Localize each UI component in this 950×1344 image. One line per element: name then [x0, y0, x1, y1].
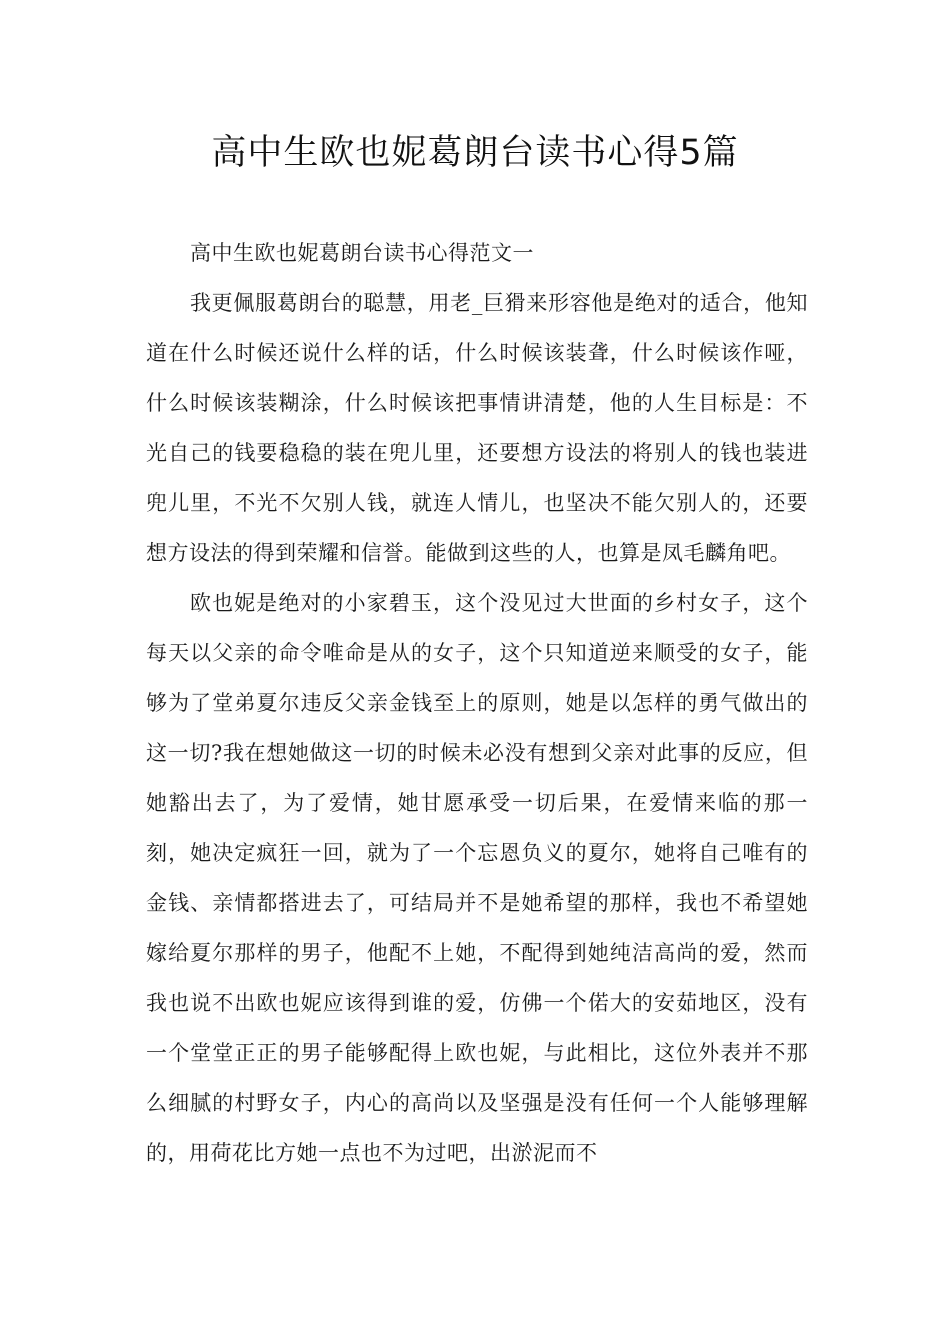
section-heading: 高中生欧也妮葛朗台读书心得范文一 — [190, 241, 534, 265]
document-body — [146, 228, 808, 1178]
paragraph: 我更佩服葛朗台的聪慧，用老_巨猾来形容他是绝对的适合，他知道在什么时候还说什么样的话，什么时候该装聋，什么时候该作哑，什么时候该装糊涂，什么时候该把事情讲清楚，他的人生目标是：不光自己的钱要稳稳的装在兜儿里，还要想方设法的将别人的钱也装进兜儿里，不光不欠别人钱，就连人情儿，也坚决不能欠别人的，还要想方设法的得到荣耀和信誉。能做到这些的人，也算是凤毛麟角吧。 — [146, 291, 808, 565]
document-title: 高中生欧也妮葛朗台读书心得5篇 — [211, 133, 739, 173]
paragraph: 欧也妮是绝对的小家碧玉，这个没见过大世面的乡村女子，这个每天以父亲的命令唯命是从的女子，这个只知道逆来顺受的女子，能够为了堂弟夏尔违反父亲金钱至上的原则，她是以怎样的勇气做出的这一切?我在想她做这一切的时候未必没有想到父亲对此事的反应，但她豁出去了，为了爱情，她甘愿承受一切后果，在爱情来临的那一刻，她决定疯狂一回，就为了一个忘恩负义的夏尔，她将自己唯有的金钱、亲情都搭进去了，可结局并不是她希望的那样，我也不希望她嫁给夏尔那样的男子，他配不上她，不配得到她纯洁高尚的爱，然而我也说不出欧也妮应该得到谁的爱，仿佛一个偌大的安茹地区，没有一个堂堂正正的男子能够配得上欧也妮，与此相比，这位外表并不那么细腻的村野女子，内心的高尚以及坚强是没有任何一个人能够理解的，用荷花比方她一点也不为过吧，出淤泥而不 — [146, 591, 808, 1165]
